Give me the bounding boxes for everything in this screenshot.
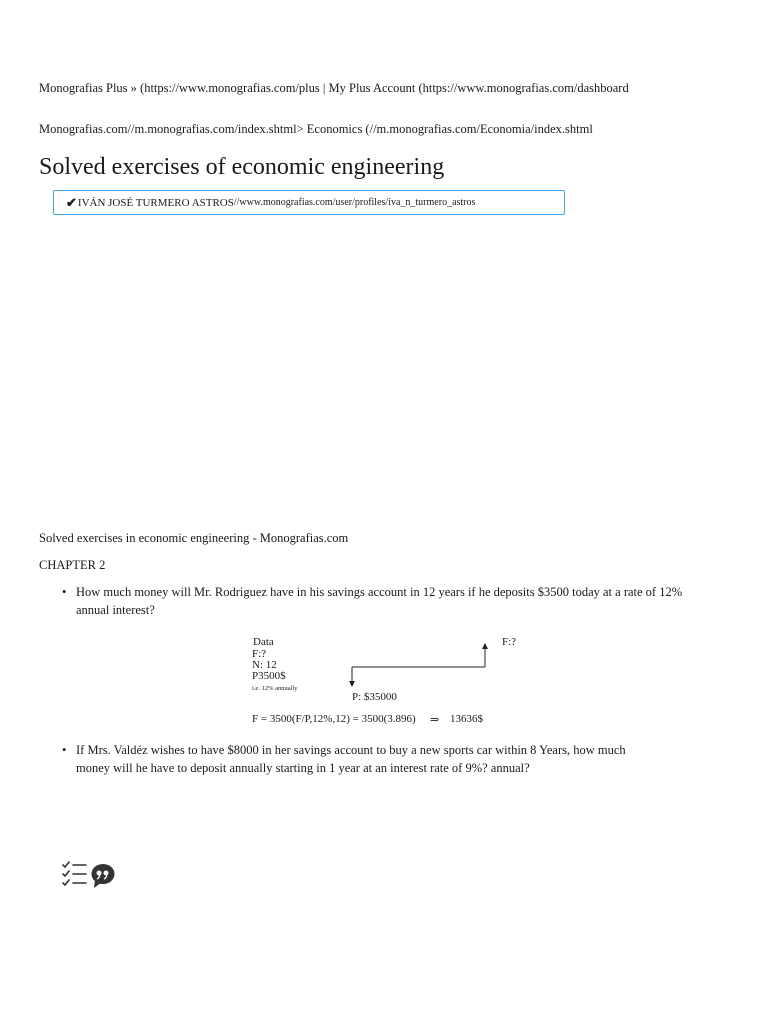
n-periods-label: N: 12 [252,659,277,671]
implies-icon: ⇒ [430,714,440,726]
chapter-heading: CHAPTER 2 [39,558,106,572]
present-value-label: P3500$ [252,670,286,682]
result-value: 13636$ [450,713,483,725]
author-badge[interactable] [53,190,565,215]
formula-text: F = 3500(F/P,12%,12) = 3500(3.896) [252,713,416,725]
check-icon: ✔ [66,194,77,210]
quote-icon[interactable] [92,864,115,888]
breadcrumb-top[interactable]: Monografias Plus » (https://www.monografias.com/plus | My Plus Account (https://www.monografias.com/dashboard [39,81,629,95]
f-unknown-label: F:? [252,648,267,660]
toolbar-icons [61,860,117,890]
bullet-icon: • [62,585,67,599]
question-text: How much money will Mr. Rodriguez have in his savings account in 12 years if he deposits $3500 today at a rate of 12% annual interest? [76,585,683,617]
breadcrumb-nav[interactable]: Monografias.com//m.monografias.com/index.shtml> Economics (//m.monografias.com/Economia/index.shtml [39,122,593,136]
future-value-arrowhead [482,643,488,649]
article-subtitle: Solved exercises in economic engineering - Monografias.com [39,531,349,545]
author-profile-link[interactable]: //www.monografias.com/user/profiles/iva_n_turmero_astros [233,197,476,208]
author-name[interactable]: IVÁN JOSÉ TURMERO ASTROS [77,196,234,209]
data-label: Data [253,636,274,648]
question-text: If Mrs. Valdéz wishes to have $8000 in her savings account to buy a new sports car within 8 Years, how much money will he have to deposit annually starting in 1 year at an interest rate of 9%? annual? [76,743,626,775]
page-title: Solved exercises of economic engineering [39,154,445,180]
present-value-arrow-label: P: $35000 [352,691,397,703]
future-value-arrow-label: F:? [502,636,517,648]
bullet-icon: • [62,743,67,757]
interest-rate-label: i.e. 12% annually [252,685,298,692]
bottom-toolbar [61,860,117,890]
checklist-icon[interactable] [63,862,86,885]
cash-flow-diagram [248,630,530,730]
present-value-arrowhead [349,681,355,687]
